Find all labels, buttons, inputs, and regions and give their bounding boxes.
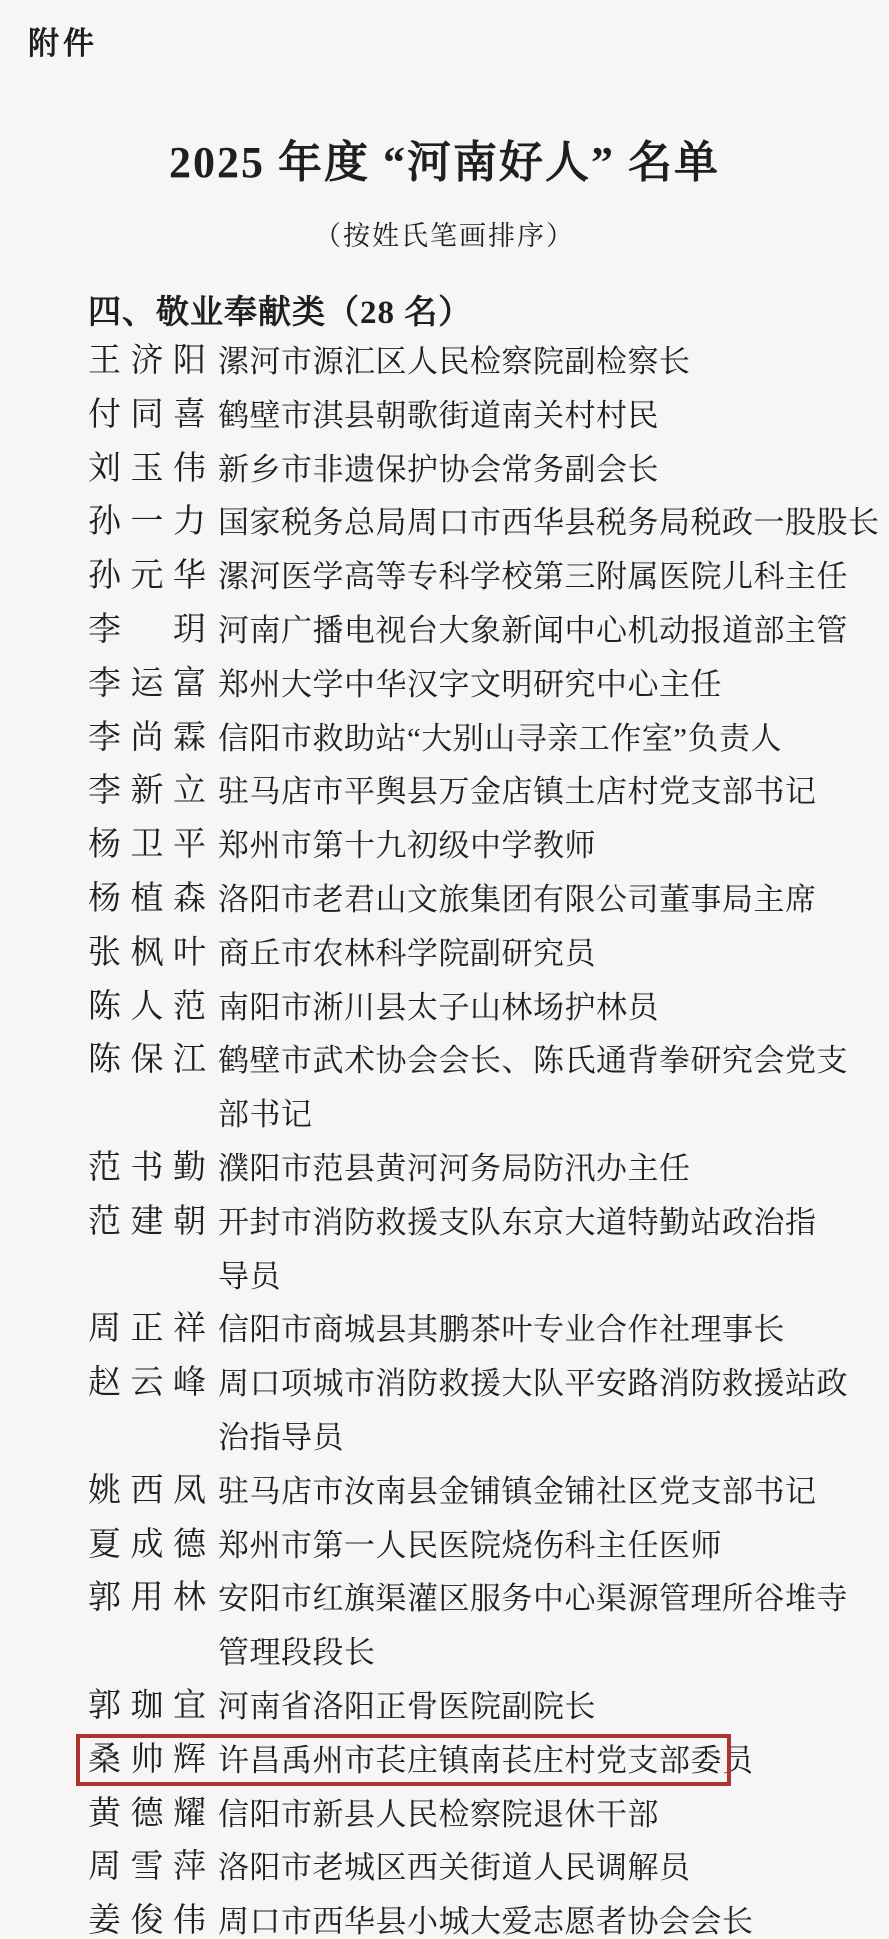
entry-description xyxy=(218,1196,817,1304)
entry-description-line: 南阳市淅川县太子山林场护林员 xyxy=(218,989,659,1025)
entry-name-char: 霖 xyxy=(173,719,206,756)
entry-name-char: 孙 xyxy=(88,504,121,541)
entry-name-char: 运 xyxy=(130,665,164,702)
entry-name-char: 正 xyxy=(130,1311,164,1348)
entry-description-line: 周口项城市消防救援大队平安路消防救援站政 xyxy=(218,1366,848,1402)
entry-row xyxy=(0,1841,889,1895)
entry-row xyxy=(0,819,889,873)
entry-row xyxy=(0,389,889,443)
entry-name xyxy=(88,873,206,927)
entry-name xyxy=(88,443,206,497)
entry-name-char: 范 xyxy=(88,1203,121,1240)
entry-name-char: 力 xyxy=(173,504,206,541)
entry-description xyxy=(218,873,817,927)
entry-description xyxy=(218,1680,596,1734)
entry-description xyxy=(218,1895,754,1939)
entry-description xyxy=(218,819,596,873)
entry-name-char: 叶 xyxy=(173,934,206,971)
entry-name-char: 成 xyxy=(130,1526,164,1563)
entry-name-char: 付 xyxy=(88,396,121,433)
entry-name xyxy=(88,1142,206,1196)
entry-row xyxy=(0,550,889,604)
entry-name-char: 德 xyxy=(173,1526,206,1563)
entry-description-line: 许昌禹州市苌庄镇南苌庄村党支部委员 xyxy=(218,1742,754,1778)
entry-row xyxy=(0,712,889,766)
entry-name xyxy=(88,1034,206,1088)
entry-description xyxy=(218,389,659,443)
entry-name xyxy=(88,819,206,873)
entry-name-char: 德 xyxy=(130,1795,164,1832)
entry-row xyxy=(0,1680,889,1734)
entry-name-char: 书 xyxy=(130,1149,164,1186)
entry-name-char: 平 xyxy=(173,827,206,864)
entry-row xyxy=(0,1303,889,1357)
entry-name-char: 江 xyxy=(173,1042,206,1079)
entry-description-line: 鹤壁市淇县朝歌街道南关村村民 xyxy=(218,397,659,433)
entry-name-char: 凤 xyxy=(173,1472,206,1509)
entry-description xyxy=(218,1357,848,1465)
entry-description-line: 驻马店市平舆县万金店镇土店村党支部书记 xyxy=(218,774,817,810)
entry-name xyxy=(88,765,206,819)
entry-name-char: 陈 xyxy=(88,1042,121,1079)
document-subtitle: （按姓氏笔画排序） xyxy=(314,221,575,251)
entry-description-line: 洛阳市老城区西关街道人民调解员 xyxy=(218,1850,691,1886)
entry-description-line: 濮阳市范县黄河河务局防汛办主任 xyxy=(218,1150,691,1186)
entry-row xyxy=(0,1572,889,1680)
entry-name-char: 范 xyxy=(88,1149,121,1186)
entry-row xyxy=(0,873,889,927)
entry-description-line: 商丘市农林科学院副研究员 xyxy=(218,935,596,971)
entry-description-line: 漯河市源汇区人民检察院副检察长 xyxy=(218,344,691,379)
entry-name xyxy=(88,335,206,389)
entry-name xyxy=(88,1519,206,1573)
entry-description-line: 河南广播电视台大象新闻中心机动报道部主管 xyxy=(218,612,848,648)
entry-name-char: 姜 xyxy=(88,1903,121,1939)
entry-description-line: 周口市西华县小城大爱志愿者协会会长 xyxy=(218,1904,754,1939)
entry-description-line: 导员 xyxy=(218,1258,281,1294)
entry-name xyxy=(88,927,206,981)
entry-name-char: 雪 xyxy=(130,1849,164,1886)
entry-description-line: 开封市消防救援支队东京大道特勤站政治指 xyxy=(218,1204,817,1240)
entry-row xyxy=(0,658,889,712)
entry-name-char: 李 xyxy=(88,719,121,756)
entry-name-char: 勤 xyxy=(173,1149,206,1186)
entry-description xyxy=(218,1142,691,1196)
entry-description-line: 信阳市新县人民检察院退休干部 xyxy=(218,1796,659,1832)
entry-row xyxy=(0,604,889,658)
entry-name-char: 伟 xyxy=(173,1903,206,1939)
entry-row xyxy=(0,1357,889,1465)
entry-description xyxy=(218,1034,848,1142)
entry-name xyxy=(88,1680,206,1734)
entry-name-char: 华 xyxy=(173,558,206,595)
entry-name-char: 尚 xyxy=(130,719,164,756)
entry-description xyxy=(218,335,691,389)
attachment-label: 附件 xyxy=(28,26,98,61)
entry-description-line: 国家税务总局周口市西华县税务局税政一股股长 xyxy=(218,505,880,541)
entry-name-char: 范 xyxy=(173,988,206,1025)
entry-row xyxy=(0,1519,889,1573)
entry-name-char: 人 xyxy=(130,988,164,1025)
entry-name xyxy=(88,1895,206,1939)
document-title: 2025 年度 “河南好人” 名单 xyxy=(169,138,720,187)
entry-name-char: 李 xyxy=(88,773,121,810)
entry-row xyxy=(0,765,889,819)
entry-name-char: 建 xyxy=(130,1203,164,1240)
entry-description-line: 信阳市救助站“大别山寻亲工作室”负责人 xyxy=(218,720,783,756)
entry-name-char: 富 xyxy=(173,665,206,702)
entry-name-char: 周 xyxy=(88,1849,121,1886)
entry-name-char: 宜 xyxy=(173,1687,206,1724)
entry-description xyxy=(218,1841,691,1895)
entry-description-line: 部书记 xyxy=(218,1097,313,1133)
entry-row xyxy=(0,1788,889,1842)
entry-name-char: 张 xyxy=(88,934,121,971)
entry-name-char: 珈 xyxy=(130,1687,164,1724)
entry-description xyxy=(218,712,782,766)
entry-name-char: 玥 xyxy=(173,611,206,648)
entry-name-char: 萍 xyxy=(173,1849,206,1886)
entry-name-char: 郭 xyxy=(88,1580,121,1617)
entry-name-char: 伟 xyxy=(173,450,206,487)
entry-description xyxy=(218,604,848,658)
entry-description xyxy=(218,658,722,712)
entry-description-line: 郑州大学中华汉字文明研究中心主任 xyxy=(218,666,722,702)
entry-description-line: 河南省洛阳正骨医院副院长 xyxy=(218,1688,596,1724)
entry-row xyxy=(0,1034,889,1142)
entry-name-char: 元 xyxy=(130,558,164,595)
entry-name xyxy=(88,1572,206,1626)
entry-description-line: 郑州市第一人民医院烧伤科主任医师 xyxy=(218,1527,722,1563)
entry-row xyxy=(0,496,889,550)
entry-name xyxy=(88,496,206,550)
entry-name-char: 西 xyxy=(130,1472,164,1509)
entry-description xyxy=(218,1788,659,1842)
entry-name xyxy=(88,1788,206,1842)
entry-name-char: 森 xyxy=(173,880,206,917)
entry-description xyxy=(218,981,659,1035)
entry-description-line: 信阳市商城县其鹏茶叶专业合作社理事长 xyxy=(218,1312,785,1348)
entry-row xyxy=(0,927,889,981)
entry-name-char: 李 xyxy=(88,665,121,702)
entry-name-char: 同 xyxy=(130,396,164,433)
entry-description-line: 安阳市红旗渠灌区服务中心渠源管理所谷堆寺 xyxy=(218,1581,848,1617)
entry-description xyxy=(218,1303,785,1357)
entry-name xyxy=(88,1841,206,1895)
entry-description-line: 管理段段长 xyxy=(218,1635,376,1671)
entry-name-char: 郭 xyxy=(88,1687,121,1724)
entry-description xyxy=(218,765,817,819)
entry-description xyxy=(218,1465,817,1519)
entry-name-char: 新 xyxy=(130,773,164,810)
entry-name-char: 帅 xyxy=(130,1741,164,1778)
entry-row xyxy=(0,1196,889,1304)
entry-list xyxy=(0,335,889,1939)
entry-name-char: 俊 xyxy=(130,1903,164,1939)
entry-description-line: 新乡市非遗保护协会常务副会长 xyxy=(218,451,659,487)
entry-name-char: 陈 xyxy=(88,988,121,1025)
entry-name-char: 辉 xyxy=(173,1741,206,1778)
entry-row xyxy=(0,1465,889,1519)
entry-name-char: 峰 xyxy=(173,1365,206,1402)
entry-description xyxy=(218,443,659,497)
entry-description-line: 治指导员 xyxy=(218,1419,344,1455)
entry-name xyxy=(88,550,206,604)
entry-row xyxy=(0,335,889,389)
entry-name-char: 卫 xyxy=(130,827,164,864)
entry-name-char: 祥 xyxy=(173,1311,206,1348)
entry-name xyxy=(88,658,206,712)
entry-name-char: 一 xyxy=(130,504,164,541)
entry-name-char: 植 xyxy=(130,880,164,917)
entry-name-char: 喜 xyxy=(173,396,206,433)
entry-name xyxy=(88,1196,206,1250)
entry-name-char: 王 xyxy=(88,343,121,379)
entry-description-line: 漯河医学高等专科学校第三附属医院儿科主任 xyxy=(218,559,848,595)
entry-name xyxy=(88,712,206,766)
entry-name-char: 耀 xyxy=(173,1795,206,1832)
entry-name-char: 桑 xyxy=(88,1741,121,1778)
entry-name-char: 李 xyxy=(88,611,121,648)
entry-name xyxy=(88,1734,206,1788)
entry-row xyxy=(0,981,889,1035)
entry-description xyxy=(218,496,880,550)
entry-name-char: 玉 xyxy=(130,450,164,487)
entry-description xyxy=(218,1734,754,1788)
entry-description-line: 洛阳市老君山文旅集团有限公司董事局主席 xyxy=(218,881,817,917)
entry-description xyxy=(218,550,848,604)
entry-description-line: 鹤壁市武术协会会长、陈氏通背拳研究会党支 xyxy=(218,1043,848,1079)
entry-description xyxy=(218,927,596,981)
entry-description xyxy=(218,1572,848,1680)
entry-name xyxy=(88,1357,206,1411)
entry-name xyxy=(88,1303,206,1357)
entry-name-char: 赵 xyxy=(88,1365,121,1402)
entry-name-char: 林 xyxy=(173,1580,206,1617)
entry-description xyxy=(218,1519,722,1573)
entry-name-char: 立 xyxy=(173,773,206,810)
entry-name-char: 夏 xyxy=(88,1526,121,1563)
entry-name-char: 杨 xyxy=(88,827,121,864)
entry-name-char: 杨 xyxy=(88,880,121,917)
entry-name-char: 朝 xyxy=(173,1203,206,1240)
entry-name-char: 枫 xyxy=(130,934,164,971)
entry-name xyxy=(88,1465,206,1519)
entry-name xyxy=(88,389,206,443)
entry-name-char: 刘 xyxy=(88,450,121,487)
entry-row xyxy=(0,443,889,497)
entry-row xyxy=(0,1895,889,1939)
entry-name-char: 黄 xyxy=(88,1795,121,1832)
entry-description-line: 郑州市第十九初级中学教师 xyxy=(218,828,596,864)
entry-name-char: 阳 xyxy=(173,343,206,379)
entry-name-char: 云 xyxy=(130,1365,164,1402)
entry-row xyxy=(0,1734,889,1788)
entry-name-char: 孙 xyxy=(88,558,121,595)
entry-name-char: 用 xyxy=(130,1580,164,1617)
section-heading: 四、敬业奉献类（28 名） xyxy=(88,295,473,331)
entry-description-line: 驻马店市汝南县金铺镇金铺社区党支部书记 xyxy=(218,1473,817,1509)
entry-name-char: 济 xyxy=(130,343,164,379)
entry-name-char: 周 xyxy=(88,1311,121,1348)
entry-row xyxy=(0,1142,889,1196)
entry-name xyxy=(88,981,206,1035)
entry-name-char: 保 xyxy=(130,1042,164,1079)
entry-name xyxy=(88,604,206,658)
entry-name-char: 姚 xyxy=(88,1472,121,1509)
